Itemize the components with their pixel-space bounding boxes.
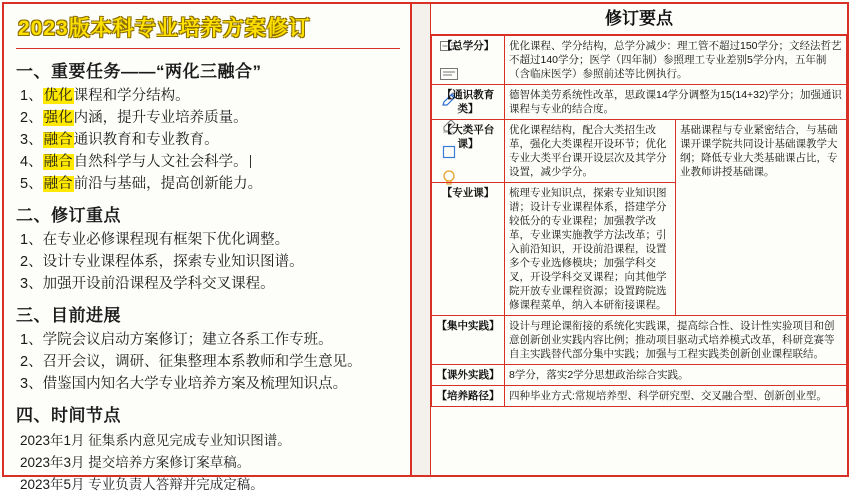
list-item [20, 274, 402, 295]
revision-points-table [431, 35, 847, 407]
list-number: 2、 [20, 254, 43, 270]
list-text: 学院会议启动方案修订；建立各系工作专班。 [42, 332, 333, 348]
table-row [432, 120, 847, 183]
list-text: 通识教育和专业教育。 [73, 132, 219, 148]
section-heading-4: 四、时间节点 [16, 406, 121, 425]
list-number: 3、 [20, 376, 43, 392]
list-text: 设计专业课程体系，探索专业知识图谱。 [42, 254, 304, 270]
highlight-text: 优化 [43, 88, 73, 104]
list-item [20, 130, 402, 151]
row-content: 优化课程、学分结构，总学分减少：理工管不超过150学分；文经法哲艺不超过140学分；医学（四年制）参照理工专业差别5学分内，五年制（含临床医学）参照前述等比例执行。 [505, 36, 847, 85]
list-item [20, 252, 402, 273]
row-label: 【培养路径】 [432, 386, 505, 407]
list-item [20, 152, 402, 173]
table-row [432, 316, 847, 365]
list-item [20, 86, 402, 107]
list-text: 加强开设前沿课程及学科交叉课程。 [42, 276, 275, 292]
list-text: 内涵，提升专业培养质量。 [73, 110, 248, 126]
row-content: 设计与理论课衔接的系统化实践课，提高综合性、设计性实验项目和创意创新创业实践内容比例；推动项目驱动式培养模式改革，科研竞赛等自主实践替代部分集中实践；加强与工程实践类创新创业课程联结。 [505, 316, 847, 365]
list-number: 2、 [20, 354, 43, 370]
list-text: 前沿与基础，提高创新能力。 [73, 176, 263, 192]
row-label: 【专业课】 [432, 183, 505, 316]
table-row [432, 36, 847, 85]
list-text: 2023年3月 提交培养方案修订案草稿。 [20, 455, 251, 470]
row-content: 8学分，落实2学分思想政治综合实践。 [505, 365, 847, 386]
list-item [20, 452, 402, 473]
list-text: 2023年5月 专业负责人答辩并完成定稿。 [20, 477, 264, 492]
list-number: 1、 [20, 232, 43, 248]
row-label: 【总学分】 [432, 36, 505, 85]
table-row [432, 365, 847, 386]
text-cursor [250, 155, 252, 168]
row-label: 【集中实践】 [432, 316, 505, 365]
list-item [20, 352, 402, 373]
row-label: 【课外实践】 [432, 365, 505, 386]
list-item [20, 230, 402, 251]
list-text: 召开会议，调研、征集整理本系教师和学生意见。 [42, 354, 362, 370]
list-number: 2、 [20, 110, 43, 126]
list-number: 3、 [20, 132, 43, 148]
row-label: 【大类平台课】 [432, 120, 505, 183]
list-item [20, 474, 402, 495]
left-content-panel [4, 4, 410, 492]
list-text: 自然科学与人文社会科学。 [73, 154, 248, 170]
list-text: 在专业必修课程现有框架下优化调整。 [42, 232, 290, 248]
annotation-gutter [412, 4, 431, 475]
row-content: 梳理专业知识点，探索专业知识图谱；设计专业课程体系，搭建学分较低分的专业课程；加强教学改革，专业课实施教学方法改革；引入前沿知识，开设前沿课程，设置多个专业选修模块；加强学科交叉，开设学科交叉课程；向其他学院开放专业课程资源；设置跨院选修课程菜单，纳入本研衔接课程。 [505, 183, 676, 316]
list-item [20, 374, 402, 395]
page-title: 2023版本科专业培养方案修订 [18, 17, 311, 40]
title-divider [16, 48, 400, 49]
list-item [20, 330, 402, 351]
list-text: 2023年1月 征集系内意见完成专业知识图谱。 [20, 433, 291, 448]
row-content: 优化课程结构，配合大类招生改革，强化大类课程开设环节；优化专业大类平台课开设层次及其学分设置，减少学分。 [505, 120, 676, 183]
row-content: 四种毕业方式:常规培养型、科学研究型、交叉融合型、创新创业型。 [505, 386, 847, 407]
highlight-text: 融合 [43, 176, 73, 192]
list-item [20, 174, 402, 195]
list-number: 4、 [20, 154, 43, 170]
list-text: 课程和学分结构。 [73, 88, 190, 104]
list-item [20, 108, 402, 129]
list-number: 5、 [20, 176, 43, 192]
right-content-panel [431, 4, 847, 475]
table-row [432, 85, 847, 120]
section-heading-1: 一、重要任务——“两化三融合” [16, 62, 262, 81]
row-content: 德智体美劳系统性改革，思政课14学分调整为15(14+32)学分；加强通识课程与专业的结合度。 [505, 85, 847, 120]
row-label: 【通识教育类】 [432, 85, 505, 120]
list-number: 1、 [20, 332, 43, 348]
list-number: 1、 [20, 88, 43, 104]
highlight-text: 融合 [43, 132, 73, 148]
row-note: 基础课程与专业紧密结合，与基础课开课学院共同设计基础课教学大纲；降低专业大类基础课占比，专业教师讲授基础课。 [676, 120, 847, 316]
highlight-text: 融合 [43, 154, 73, 170]
section-heading-3: 三、目前进展 [16, 306, 121, 325]
list-item [20, 430, 402, 451]
section-heading-2: 二、修订重点 [16, 206, 121, 225]
list-number: 3、 [20, 276, 43, 292]
highlight-text: 强化 [43, 110, 73, 126]
list-text: 借鉴国内知名大学专业培养方案及梳理知识点。 [42, 376, 348, 392]
right-panel-title: 修订要点 [431, 4, 847, 35]
table-row [432, 386, 847, 407]
